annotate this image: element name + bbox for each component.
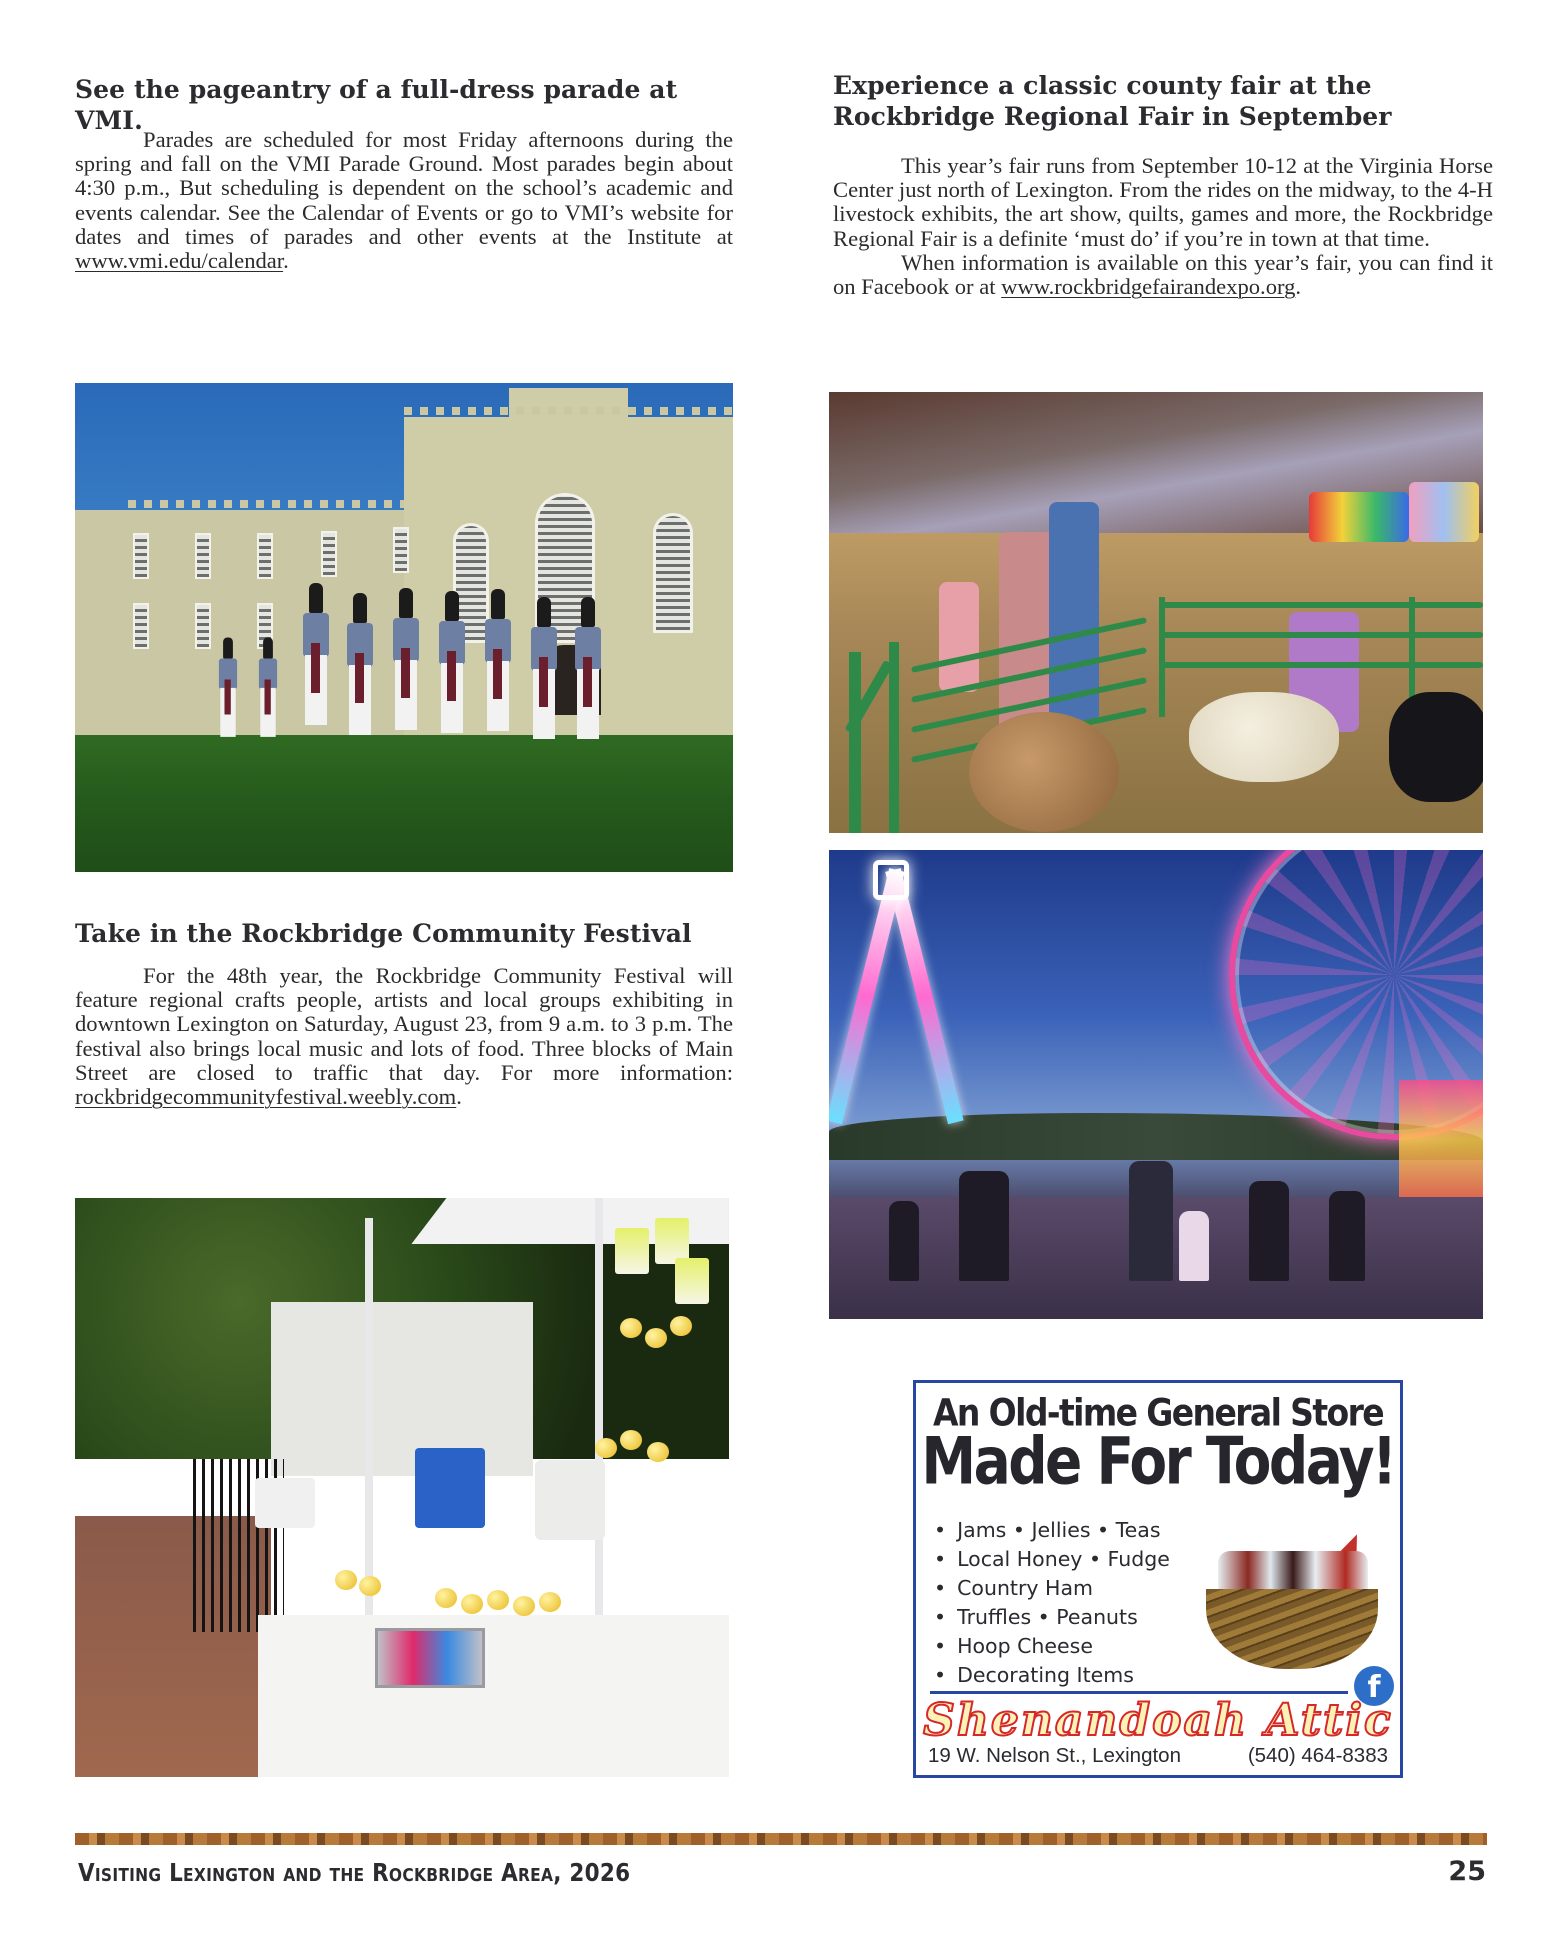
page-number: 25 bbox=[1448, 1856, 1486, 1887]
ad-product-item: • Jams • Jellies • Teas bbox=[934, 1516, 1170, 1545]
festival-article-body bbox=[75, 964, 733, 1109]
ad-address: 19 W. Nelson St., Lexington bbox=[928, 1744, 1181, 1767]
ad-product-item: • Decorating Items bbox=[934, 1661, 1170, 1690]
fair-midway-night-photo bbox=[829, 850, 1483, 1319]
ad-divider bbox=[930, 1691, 1348, 1694]
fair-paragraph-2-text: When information is available on this year’s fair, you can find it on Facebook or at bbox=[833, 249, 1493, 300]
facebook-icon[interactable]: f bbox=[1354, 1666, 1394, 1706]
fair-paragraph-2-tail: . bbox=[1295, 274, 1302, 300]
parade-article-body bbox=[75, 128, 733, 273]
vmi-calendar-link[interactable]: www.vmi.edu/calendar bbox=[75, 248, 284, 274]
festival-body-text: For the 48th year, the Rockbridge Community Festival will feature regional crafts people, artists and local groups exhibiting in downtown Lexington on Saturday, August 23, from 9 a.m. to 3 p.m. The festival also brings local music and lots of food. Three blocks of Main Street are closed to traffic that day. For more information: bbox=[75, 963, 733, 1085]
ad-phone: (540) 464-8383 bbox=[1247, 1744, 1388, 1767]
ad-brand-name: Shenandoah Attic bbox=[923, 1695, 1393, 1746]
fair-website-link[interactable]: www.rockbridgefairandexpo.org bbox=[1001, 274, 1296, 300]
footer-decorative-bar bbox=[75, 1833, 1487, 1845]
gift-basket-image bbox=[1198, 1531, 1388, 1671]
ad-product-item: • Country Ham bbox=[934, 1574, 1170, 1603]
parade-body-text: Parades are scheduled for most Friday afternoons during the spring and fall on the VMI Parade Ground. Most parades begin about 4:30 p.m., But scheduling is dependent on the school’s academic and events calendar. See the Calendar of Events or go to VMI’s website for dates and times of parades and other events at the Institute at bbox=[75, 127, 733, 249]
ad-product-item: • Hoop Cheese bbox=[934, 1632, 1170, 1661]
footer-publication-title: Visiting Lexington and the Rockbridge Area, 2026 bbox=[78, 1858, 631, 1887]
fair-article-body bbox=[833, 154, 1493, 299]
fair-paragraph-2 bbox=[833, 251, 1493, 299]
festival-website-link[interactable]: rockbridgecommunityfestival.weebly.com bbox=[75, 1084, 457, 1110]
festival-body-tail: . bbox=[456, 1084, 462, 1110]
festival-lemonade-photo bbox=[75, 1198, 729, 1777]
fair-paragraph-1: This year’s fair runs from September 10-12 at the Virginia Horse Center just north of Lexington. From the rides on the midway, to the 4-H livestock exhibits, the art show, quilts, games and more, the Rockbridge Regional Fair is a definite ‘must do’ if you’re in town at that time. bbox=[833, 153, 1493, 251]
ad-headline: Made For Today! bbox=[921, 1423, 1395, 1499]
fair-livestock-photo bbox=[829, 392, 1483, 833]
fair-heading: Experience a classic county fair at the Rockbridge Regional Fair in September bbox=[833, 71, 1392, 131]
ad-product-item: • Local Honey • Fudge bbox=[934, 1545, 1170, 1574]
parade-heading: See the pageantry of a full-dress parade at VMI. bbox=[75, 75, 678, 135]
ad-product-item: • Truffles • Peanuts bbox=[934, 1603, 1170, 1632]
ad-tagline: An Old-time General Store bbox=[932, 1390, 1384, 1435]
shenandoah-attic-ad[interactable] bbox=[913, 1380, 1403, 1778]
vmi-parade-photo bbox=[75, 383, 733, 872]
ad-product-list bbox=[934, 1516, 1170, 1690]
parade-body-tail: . bbox=[283, 248, 289, 274]
festival-heading: Take in the Rockbridge Community Festival bbox=[75, 919, 692, 948]
